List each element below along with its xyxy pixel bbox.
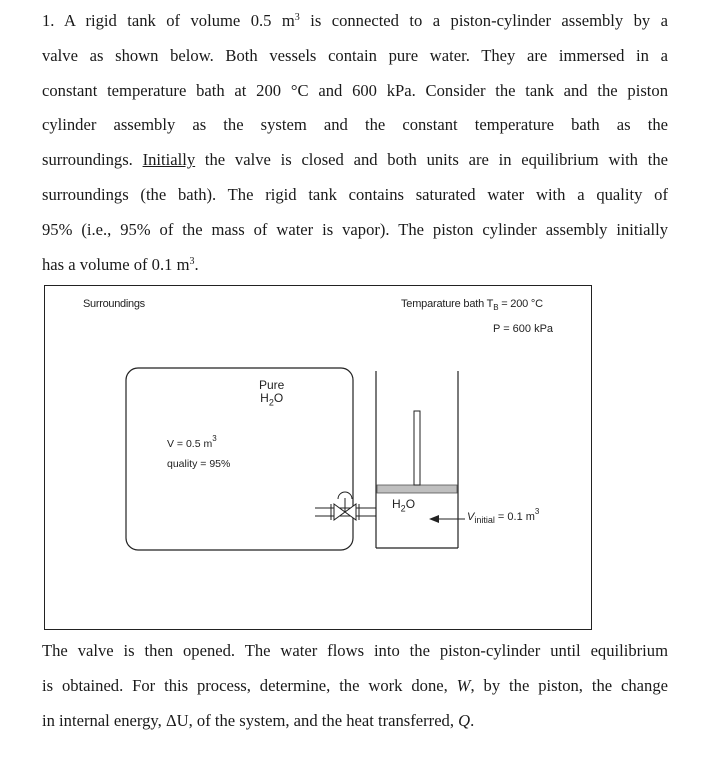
rigid-tank (126, 368, 353, 550)
question-line-3: in internal energy, ΔU, of the system, and the heat transferred, Q. (42, 710, 475, 730)
diagram-drawing (45, 286, 593, 631)
piston-head (377, 485, 457, 493)
arrow-head-icon (429, 515, 439, 523)
problem-line-5: surroundings. Initially the valve is closed and both units are in equilibrium with the (42, 150, 669, 170)
problem-line-4: cylinder assembly as the system and the constant temperature bath as the (42, 115, 668, 135)
piston-rod (414, 411, 420, 485)
problem-line-8: has a volume of 0.1 $m^3$. (42, 254, 199, 274)
surroundings-label: Surroundings (83, 298, 145, 310)
bath-pressure-label: P = 600 kPa (493, 323, 554, 335)
problem-line-2: valve as shown below. Both vessels contain pure water. They are immersed in a (42, 45, 668, 65)
tank-quality-label: quality = 95% (167, 458, 231, 470)
question-statement (42, 634, 668, 738)
question-line-2: is obtained. For this process, determine, the work done, W, by the piston, the change (42, 675, 668, 695)
bath-temperature-label: Temparature bath $T_B = 200$ °C (401, 298, 543, 313)
problem-line-1: 1. A rigid tank of volume 0.5 $m^3$ is connected to a piston-cylinder assembly by a (42, 11, 668, 30)
cylinder-water-label: $H_2O$ (392, 497, 416, 514)
initially-underlined: Initially (142, 150, 196, 170)
problem-number: 1. (42, 11, 55, 30)
problem-line-6: surroundings (the bath). The rigid tank contains saturated water with a quality of (42, 184, 668, 204)
v-initial-label: $V_{initial} = 0.1$ $m^3$ (467, 507, 540, 526)
problem-line-3: constant temperature bath at 200 °C and 600 kPa. Consider the tank and the piston (42, 80, 668, 100)
problem-line-7: 95% (i.e., 95% of the mass of water is vapor). The piston cylinder assembly initially (42, 219, 668, 239)
question-line-1: The valve is then opened. The water flows into the piston-cylinder until equilibrium (42, 641, 668, 660)
problem-statement (42, 4, 668, 282)
tank-pure-water-label: Pure $H_2O$ (259, 378, 285, 408)
tank-volume-label: V = 0.5 $m^3$ (167, 434, 217, 450)
diagram-frame (44, 285, 592, 630)
